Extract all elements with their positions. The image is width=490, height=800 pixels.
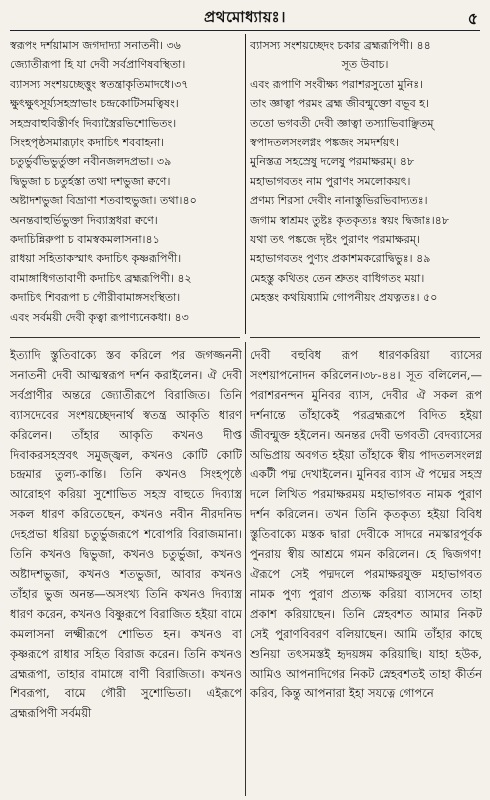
verse-line: স্বপাদতলসংলগ্নং পঙ্কজং সমদর্শয়ৎ।	[250, 136, 399, 150]
verse-line: যথা তৎ পঙ্কজে দৃষ্টং পুরাণং পরমাক্ষরম্।	[250, 233, 420, 247]
verse-line: মেহস্তং কথয়িষ্যামি গোপনীয়ং প্রযত্নতঃ। ৫০	[250, 291, 438, 305]
verse-line: মেহস্তু কথিতং তেন শ্রুতং বাধিগতং ময়া।	[250, 271, 425, 285]
translation-column-left: ইত্যাদি স্তুতিবাক্যে স্তব করিলে পর জগজ্জননী সনাতনী দেবী আত্মস্বরূপ দর্শন করাইলেন। ঐ দেবী সর্বপ্রাণীর অন্তরে জ্যোতীরূপে বিরাজিত। তিনি ব্যাসদেবের সংশয়চ্ছেদনার্থ স্বতন্ত্র আকৃতি ধারণ করিলেন। তাঁহার আকৃতি কখনও দীপ্ত দিবাকরসহস্রবৎ সমুজ্জ্বল, কখনও কোটি কোটি চন্দ্রমার তুল্য-কান্তি। তিনি কখনও সিংহপৃষ্ঠে আরোহণ করিয়া সুশোভিত সহস্র বাহুতে দিব্যাস্ত্র সকল ধারণ করিতেছেন, কখনও নবীন নীরদনিভ দেহপ্রভা ধরিয়া চতুর্ভুজরূপে শবোপরি বিরাজমানা। তিনি কখনও দ্বিভুজা, কখনও চতুর্ভুজা, কখনও অষ্টাদশভুজা, কখনও শতভুজা, আবার কখনও তাঁহার ভুজ অনন্ত—অসংখ্য তিনি কখনও দিব্যাস্ত্র ধারণ করেন, কখনও বিষ্ণুরূপে বিরাজিত হইয়া বামে কমলাসনা লক্ষ্মীরূপে শোভিত হন। কখনও বা কৃষ্ণরূপে রাধার সহিত বিরাজ করেন। তিনি কখনও ব্রহ্মরূপা, তাহার বামাঙ্গে বাণী বিরাজিতা। কখনও শিবরূপা, বামে গৌরী সুশোভিতা। এইরূপে ব্রহ্মরূপিণী সর্বময়ী	[10, 348, 242, 721]
verse-line: স্বরূপং দর্শয়ামাস জগদাদ্যা সনাতনী। ৩৬	[10, 39, 181, 52]
verse-line: রাধয়া সহিতাকস্মাৎ কদাচিৎ কৃষ্ণরূপিণী।	[10, 252, 182, 266]
verse-line: মহাভাগবতং পুণ্যং প্রকাশমকরোদ্বিভুঃ। ৪৯	[250, 252, 431, 266]
verse-line: ক্ষুৎক্ষুৎসূর্য্যসহস্রাভাং চন্দ্রকোটিসমত্বিষং।	[10, 97, 179, 111]
verse-line: অষ্টাদশভুজা বিভ্রাণা শতবাহুভুজা। তথা।৪০	[10, 194, 197, 208]
verse-line: বামাঙ্গাধিগতাবাণী কদাচিৎ ব্রহ্মরূপিণী। ৪২	[10, 271, 192, 285]
verse-line: কদাচিৎ শিবরূপা চ গৌরীবামাঙ্গসংস্থিতা।	[10, 291, 181, 305]
verse-line: মুনিস্তত্র সহস্রেষু দলেষু পরমাক্ষরম্। ৪৮	[250, 155, 415, 169]
verse-line: জগাম স্বাশ্রমং তুষ্টঃ কৃতকৃত্যঃ স্বয়ং দ্বিজাঃ।৪৮	[250, 213, 449, 227]
chapter-title: প্রথমোধ্যায়ঃ।	[204, 8, 286, 26]
section-rule-right	[250, 337, 480, 338]
verse-line: এবং রূপাণি সংবীক্ষ্য পরাশরসুতো মুনিঃ।	[250, 77, 424, 91]
verse-line: ব্যাসস্য সংশয়চ্ছেত্তুং স্বতন্ত্রাকৃতিমাদধে।৩৭	[10, 77, 189, 91]
verse-line: প্রণম্য শিরসা দেবীং নানাস্তুভিরভিবাদ্যতঃ।	[250, 194, 428, 208]
verse-line: মহাভাগবতং নাম পুরাণং সমলোকয়ৎ।	[250, 174, 411, 188]
page-number: ৫	[467, 9, 478, 28]
section-rule-left	[10, 337, 240, 338]
translation-column-right: দেবী বহুবিধ রূপ ধারণকরিয়া ব্যাসের সংশয়াপনোদন করিলেন।৩৮-৪৪। সূত বলিলেন,—পরাশরনন্দন মুনিবর ব্যাস, দেবীর ঐ সকল রূপ দর্শনান্তে তাঁহাকেই পরব্রহ্মরূপে বিদিত হইয়া জীবন্মুক্ত হইলেন। অনন্তর দেবী ভগবতী বেদব্যাসের অভিপ্রায় অবগত হইয়া তাঁহাকে স্বীয় পাদতলসংলগ্ন একটী পদ্ম দেখাইলেন। মুনিবর ব্যাস ঐ পদ্মের সহস্র দলে লিখিত পরমাক্ষরময় মহাভাগবত নামক পুরাণ দর্শন করিলেন। তখন তিনি কৃতকৃত্য হইয়া বিবিধ স্তুতিবাক্যে মস্তক দ্বারা দেবীকে সাদরে নমস্কারপূর্বক পুনরায় স্বীয় আশ্রমে গমন করিলেন। হে দ্বিজগণ! ঐরূপে সেই পদ্মদলে পরমাক্ষরযুক্ত মহাভাগবত নামক পুণ্য পুরাণ প্রত্যক্ষ করিয়া ব্যাসদেব তাহা প্রকাশ করিয়াছেন। তিনি স্নেহবশত আমার নিকট সেই পুরাণবিবরণ বলিয়াছেন। আমি তাঁহার কাছে শুনিয়া তৎসমস্তই হৃদয়ঙ্গম করিয়াছি। যাহা হউক, আমিও আপনাদিগের নিকট স্নেহবশতই তাহা কীর্তন করিব, কিন্তু আপনারা ইহা সযত্নে গোপনে	[250, 348, 482, 701]
verse-line: সহস্রবাহুবিস্তীর্ণং দিব্যাস্ত্রৈরভিশোভিতং।	[10, 116, 177, 130]
verse-line: দ্বিভুজা চ চতুর্হস্তা তথা দশভুজা ক্বণে।	[10, 174, 171, 188]
verse-line: সিংহপৃষ্ঠসমারূঢ়াং কদাচিৎ শববাহনা।	[10, 136, 165, 150]
verse-line: ততো ভগবতী দেবী জ্ঞাত্বা তস্যাভিবাঞ্ছিতম্	[250, 116, 434, 130]
verse-line: অনন্তবাহুর্ভিভুক্তা দিব্যাস্ত্রধরা ক্বণে।	[10, 213, 158, 227]
column-divider-verse	[245, 34, 246, 334]
verse-line: জ্যোতীরূপা হি যা দেবী সর্বপ্রাণিষবস্থিতা।	[10, 58, 186, 72]
speaker-heading: সূত উবাচ।	[341, 58, 389, 72]
verse-line: চতুর্ভুর্বভিভুর্তুক্তা নবীনজলদপ্রভা। ৩৯	[10, 155, 172, 169]
column-divider-prose	[245, 342, 246, 796]
verse-line: কদাচিন্নিরুপা চ বামস্বকমলাসনা।৪১	[10, 233, 160, 247]
page-header	[0, 6, 490, 30]
header-rule	[10, 30, 480, 31]
verse-line: এবং সর্বময়ী দেবী কৃত্বা রূপাণ্যনেকধা। ৪৩	[10, 310, 189, 324]
verse-line: ব্যাসস্য সংশয়চ্ছেদং চকার ব্রহ্মরূপিণী। ৪৪	[250, 39, 431, 52]
verse-line: তাং জ্ঞাত্বা পরমং ব্রহ্ম জীবন্মুক্তো বভূব হ।	[250, 97, 429, 111]
